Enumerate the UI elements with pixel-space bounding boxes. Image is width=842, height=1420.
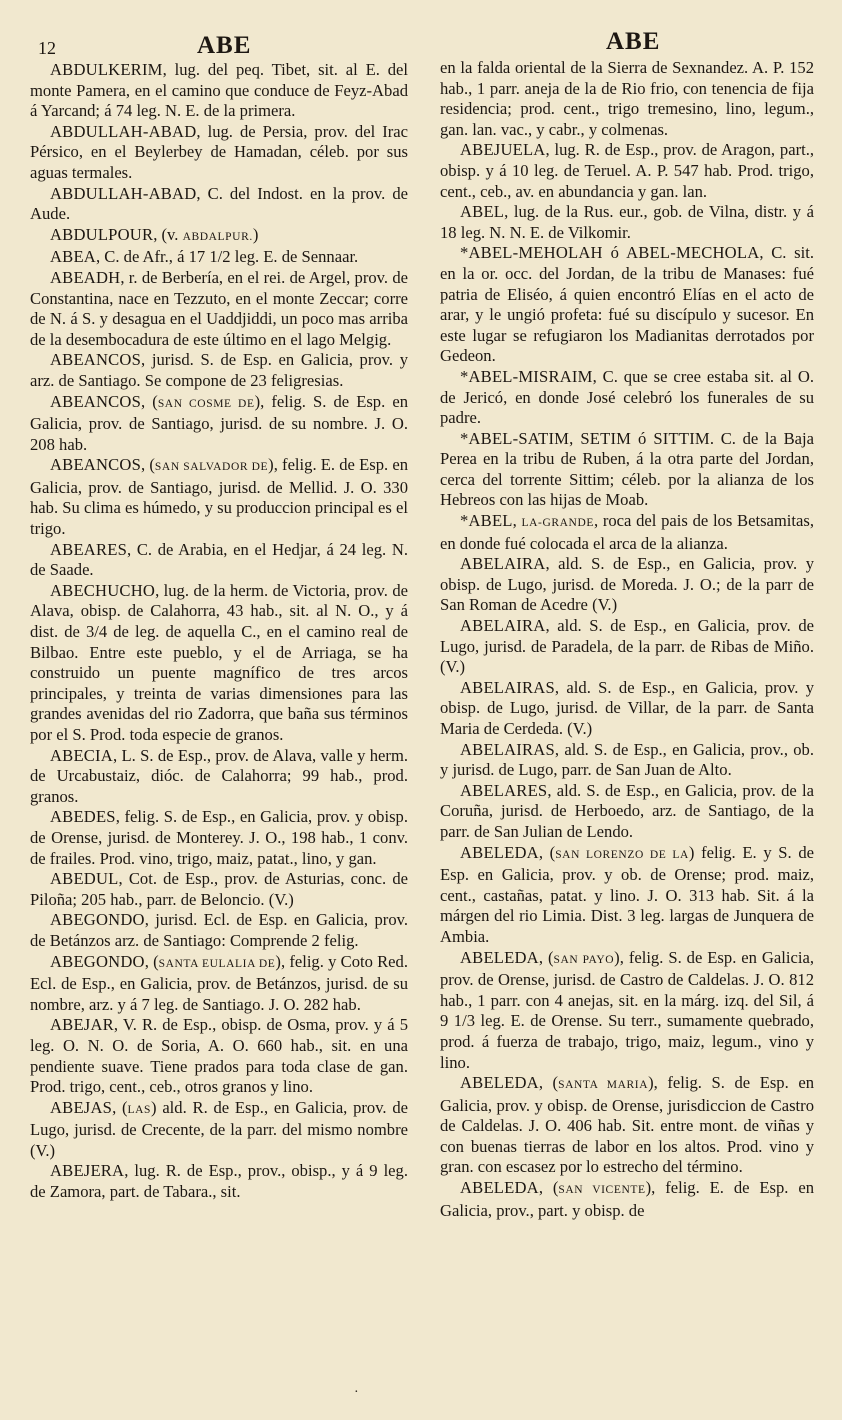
entry-text: , Cot. de Esp., prov. de Asturias, conc. de Piloña; 205 hab., parr. de Beloncio. (V.)	[30, 869, 408, 909]
entry-text: en la falda oriental de la Sierra de Sexnandez. A. P. 152 hab., 1 parr. aneja de la de Rio frio, con tenencia de fija residencia; prod. cent., trigo tremesino, lino, legum., gan. lan. vac., y cabr., y colmenas.	[440, 58, 814, 139]
entry-headword: ABELEDA	[460, 842, 539, 862]
entry-punct: )	[614, 947, 620, 967]
entry-punct: )	[252, 224, 259, 244]
entry-text: , felig. S. de Esp., en Galicia, prov. y obisp. de Orense, jurisd. de Monterey. J. O., 198 hab., 1 conv. de frailes. Prod. vino, trigo, maiz, patat., lino, y gan.	[30, 807, 408, 868]
entry-smallcaps: SAN LORENZO DE LA	[555, 848, 689, 861]
entry-text: , V. R. de Esp., obisp. de Osma, prov. y á 5 leg. O. N. O. de Soria, A. O. 660 hab., sit. en una pendiente suave. Tiene prados para toda clase de gan. Prod. trigo, cent., ceb., otros granos y lino.	[30, 1015, 408, 1097]
entry-text: . C. de la Baja Perea en la tribu de Ruben, á la otra parte del Jordan, cerca del torrente Sittim; céleb. por la alianza de los Hebreos con las hijas de Moab.	[440, 428, 814, 510]
entry-headword: ABEDES	[50, 807, 116, 827]
entry-text: , ald. S. de Esp., en Galicia, prov. y obisp. de Lugo, jurisd. de Villar, de la parr. de Santa Maria de Cerdeda. (V.)	[440, 677, 814, 738]
right-column	[440, 58, 814, 1221]
entry-smallcaps: SANTA EULALIA DE	[158, 957, 276, 970]
entry-headword: *ABEL-MISRAIM	[460, 366, 593, 386]
entry-punct: )	[151, 1097, 157, 1117]
entry-smallcaps: SAN PAYO	[553, 953, 615, 966]
entry-headword: ABEADH	[50, 267, 121, 287]
entry-headword: ABDULPOUR	[50, 224, 154, 244]
dictionary-entry	[30, 184, 408, 225]
entry-punct: , (	[141, 391, 158, 411]
entry-text: felig. E. y S. de Esp. en Galicia, prov. y ob. de Orense; prod. maiz, cent., castañas, patat. y lino. J. O. 313 hab. Sit. á la márgen del rio Limia. Dist. 3 leg. largas de Junquera de Ambia.	[440, 842, 815, 946]
dictionary-entry	[440, 58, 814, 140]
footer-dot: ·	[354, 1385, 359, 1400]
entry-text: , L. S. de Esp., prov. de Alava, valle y herm. de Urcabustaiz, dióc. de Calahorra; 99 hab., prod. granos.	[30, 745, 408, 806]
dictionary-entry	[440, 678, 814, 740]
dictionary-entry	[440, 616, 814, 678]
dictionary-entry	[30, 1161, 408, 1202]
entry-smallcaps: SAN COSME DE	[157, 397, 255, 410]
dictionary-entry	[30, 225, 408, 248]
entry-text: , lug. de la Rus. eur., gob. de Vilna, distr. y á 18 leg. N. N. E. de Vilkomir.	[440, 202, 814, 242]
page-header	[0, 28, 842, 59]
entry-text: , r. de Berbería, en el rei. de Argel, prov. de Constantina, nace en Tezzuto, en el monte Zeccar; corre de N. á S. y desagua en el Uaddjiddi, un poco mas arriba de la desembocadura de este último en el lago Melgig.	[30, 267, 408, 349]
dictionary-entry	[440, 1073, 814, 1178]
entry-smallcaps: LAS	[127, 1103, 152, 1116]
entry-headword: ABECHUCHO	[50, 580, 156, 600]
dictionary-entry	[440, 243, 814, 367]
entry-text: , felig. y Coto Red. Ecl. de Esp., en Galicia, prov. de Betánzos, jurisd. de su nombre, arz. y á 7 leg. de Santiago. J. O. 282 hab.	[30, 951, 408, 1014]
entry-headword: ABELAIRAS	[460, 739, 555, 759]
dictionary-entry	[30, 350, 408, 391]
page-number: 12	[38, 38, 56, 58]
entry-headword: ABEARES	[50, 539, 128, 559]
entry-text: , lug. de Persia, prov. del Irac Pérsico, en el Beylerbey de Hamadan, céleb. por sus aguas termales.	[30, 121, 408, 182]
entry-text: , felig. S. de Esp. en Galicia, prov. de Santiago, jurisd. de su nombre. J. O. 208 hab.	[30, 391, 408, 454]
entry-headword: ABDULLAH-ABAD	[50, 183, 197, 203]
entry-smallcaps: SAN VICENTE	[558, 1184, 646, 1197]
entry-text: , jurisd. S. de Esp. en Galicia, prov. y arz. de Santiago. Se compone de 23 feligresias.	[30, 350, 408, 390]
entry-headword: ABELAIRA	[460, 616, 546, 636]
entry-punct: , (	[538, 842, 556, 862]
entry-punct: )	[268, 455, 274, 475]
entry-headword: ABEGONDO	[50, 910, 145, 930]
entry-text: , ald. S. de Esp., en Galicia, prov. de Lugo, jurisd. de Paradela, de la parr. de Ribas de Miño. (V.)	[440, 616, 814, 677]
dictionary-entry	[440, 554, 814, 616]
entry-punct: , (	[144, 951, 159, 971]
dictionary-entry	[440, 1178, 814, 1221]
dictionary-entry	[30, 1015, 408, 1097]
entry-headword: ABEANCOS	[50, 391, 142, 411]
entry-headword: ABDULLAH-ABAD	[50, 121, 197, 141]
entry-text: , C. sit. en la or. occ. del Jordan, de la tribu de Manases: fué patria de Eliséo, á quien encontró Elías en el acto de arar, y le ungió profeta: fué su discípulo y sucesor. En este lugar se refugiaron los Madianitas derrotados por Gedeon.	[440, 243, 814, 366]
entry-headword: ABELAIRAS	[460, 677, 555, 697]
dictionary-entry	[30, 869, 408, 910]
dictionary-entry	[440, 202, 814, 243]
entry-punct: , (	[538, 947, 554, 967]
entry-punct: , (	[538, 1073, 559, 1093]
dictionary-entry	[440, 843, 814, 948]
entry-punct: )	[254, 391, 261, 411]
dictionary-entry	[440, 781, 814, 843]
dictionary-entry	[440, 740, 814, 781]
entry-punct: )	[648, 1073, 654, 1093]
entry-headword: ABEGONDO	[50, 951, 145, 971]
entry-punct: , (	[538, 1178, 559, 1198]
entry-smallcaps: SAN SALVADOR DE	[154, 461, 269, 474]
entry-headword: ABELAIRA	[460, 554, 546, 574]
dictionary-entry	[30, 746, 408, 808]
entry-headword: ABEDUL	[50, 869, 119, 889]
entry-text: , felig. E. de Esp. en Galicia, prov., part. y obisp. de	[440, 1178, 814, 1220]
entry-text: , lug. R. de Esp., prov., obisp., y á 9 leg. de Zamora, part. de Tabara., sit.	[30, 1161, 408, 1202]
entry-text: , ald. S. de Esp., en Galicia, prov. y obisp. de Lugo, jurisd. de Moreda. J. O.; de la parr de San Roman de Acedre (V.)	[440, 554, 814, 615]
entry-smallcaps: LA-GRANDE	[521, 517, 594, 530]
entry-headword: ABEANCOS	[50, 350, 142, 370]
dictionary-entry	[30, 910, 408, 951]
entry-smallcaps: ABDALPUR.	[182, 230, 253, 243]
entry-headword: ABECIA	[50, 745, 113, 765]
entry-text: , jurisd. Ecl. de Esp. en Galicia, prov. de Betánzos arz. de Santiago: Comprende 2 felig.	[30, 910, 408, 950]
entry-punct: )	[688, 842, 695, 862]
left-column	[30, 60, 408, 1203]
entry-punct: , (	[112, 1097, 128, 1117]
dictionary-entry	[440, 140, 814, 202]
entry-headword: *ABEL-MEHOLAH ó ABEL-MECHOLA	[460, 243, 760, 263]
entry-headword: *ABEL	[460, 511, 513, 531]
entry-headword: ABEL	[460, 202, 505, 222]
dictionary-entry	[30, 807, 408, 869]
entry-text: , roca del pais de los Betsamitas, en donde fué colocada el arca de la alianza.	[440, 511, 814, 553]
entry-headword: ABEANCOS	[50, 455, 142, 475]
dictionary-entry	[30, 122, 408, 184]
dictionary-entry	[30, 952, 408, 1016]
entry-text: , felig. S. de Esp. en Galicia, prov. y obisp. de Orense, jurisdiccion de Castro de Caldelas. J. O. 406 hab. Sit. entre mont. de viñas y con buenas tierras de labor en los altos. Prod. vino y gran. con escasez por lo estrecho del término.	[440, 1073, 814, 1177]
dictionary-entry	[30, 247, 408, 268]
entry-headword: ABDULKERIM	[50, 60, 163, 79]
entry-headword: ABEA	[50, 247, 96, 267]
dictionary-entry	[30, 60, 408, 122]
dictionary-entry	[440, 429, 814, 511]
entry-headword: ABELEDA	[460, 1073, 539, 1093]
entry-headword: ABEJAR	[50, 1015, 114, 1035]
entry-punct: ,	[512, 511, 522, 531]
entry-headword: ABELEDA	[460, 947, 539, 967]
entry-text: , C. de Afr., á 17 1/2 leg. E. de Sennaar.	[95, 247, 359, 267]
entry-text: , ald. S. de Esp., en Galicia, prov., ob. y jurisd. de Lugo, parr. de San Juan de Alto.	[440, 739, 814, 780]
entry-headword: ABEJERA	[50, 1161, 125, 1181]
entry-text: , felig. E. de Esp. en Galicia, prov. de Santiago, jurisd. de Mellid. J. O. 330 hab. Su clima es húmedo, y su produccion principal es el trigo.	[30, 455, 408, 539]
dictionary-entry	[30, 455, 408, 539]
entry-text: , lug. R. de Esp., prov. de Aragon, part., obisp. y á 10 leg. de Teruel. A. P. 547 hab. Prod. trigo, cent., ceb., av. en abundancia y gan. lan.	[440, 140, 814, 201]
entry-text: , lug. del peq. Tibet, sit. al E. del monte Pamera, en el camino que conduce de Feyz-Abad á Yarcand; á 74 leg. N. E. de la primera.	[30, 60, 408, 121]
entry-punct: )	[645, 1178, 652, 1198]
dictionary-entry	[440, 948, 814, 1074]
dictionary-entry	[30, 540, 408, 581]
entry-punct: , (v.	[153, 224, 183, 244]
entry-headword: ABEJAS	[50, 1097, 113, 1117]
entry-headword: ABELEDA	[460, 1178, 539, 1198]
entry-punct: , (	[141, 455, 155, 475]
entry-text: , ald. S. de Esp., en Galicia, prov. de la Coruña, jurisd. de Herboedo, arz. de Santiago, de la parr. de San Julian de Lendo.	[440, 780, 814, 841]
running-head-right: ABE	[606, 28, 661, 55]
entry-headword: ABELARES	[460, 780, 548, 800]
entry-text: , C. que se cree estaba sit. al O. de Jericó, en donde José celebró los funerales de su padre.	[440, 366, 814, 428]
dictionary-entry	[30, 581, 408, 746]
dictionary-entry	[440, 511, 814, 554]
entry-text: , felig. S. de Esp. en Galicia, prov. de Orense, jurisd. de Castro de Caldelas. J. O. 812 hab., 1 parr. con 4 anejas, sit. en la márg. izq. del Sil, á 9 1/3 leg. E. de Orense. Su terr., sumamente quebrado, prod. á fuerza de trabajo, trigo, maiz, legum., vino y lino.	[440, 947, 814, 1072]
entry-punct: )	[275, 951, 281, 971]
dictionary-entry	[30, 392, 408, 456]
entry-text: , C. del Indost. en la prov. de Aude.	[30, 183, 408, 224]
entry-text: ald. R. de Esp., en Galicia, prov. de Lugo, jurisd. de Crecente, de la parr. del mismo nombre (V.)	[30, 1097, 408, 1160]
entry-headword: *ABEL-SATIM, SETIM ó SITTIM	[460, 428, 710, 448]
entry-text: , C. de Arabia, en el Hedjar, á 24 leg. N. de Saade.	[30, 539, 408, 580]
entry-headword: ABEJUELA	[460, 140, 546, 160]
dictionary-entry	[440, 367, 814, 429]
dictionary-entry	[30, 1098, 408, 1162]
dictionary-entry	[30, 268, 408, 350]
entry-smallcaps: SANTA MARIA	[558, 1079, 649, 1092]
entry-text: , lug. de la herm. de Victoria, prov. de Alava, obisp. de Calahorra, 43 hab., sit. al N. O., y á dist. de 3/4 de leg. de aquella C., en el camino real de Bilbao. Entre este pueblo, y el de Arriaga, se ha construido un puente magnífico de tres arcos principales, y treinta de varias dimensiones para las grandes avenidas del rio Zadorra, que baña sus términos por el S. Prod. toda especie de granos.	[30, 580, 408, 744]
running-head-left: ABE	[197, 32, 252, 59]
